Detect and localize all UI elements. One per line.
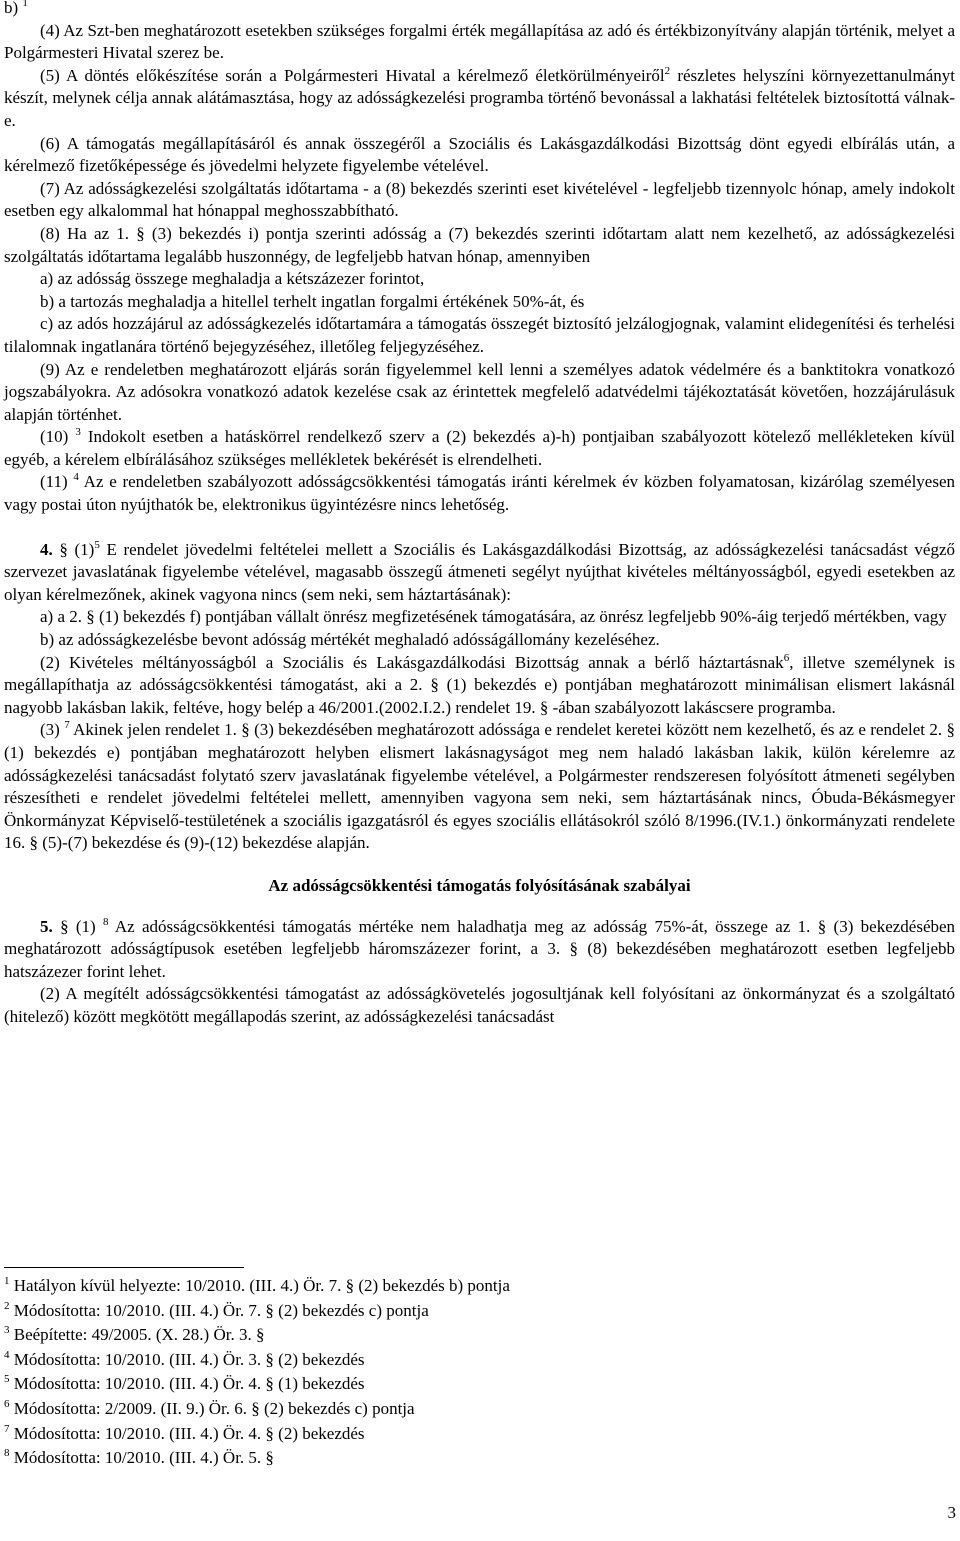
section-5-paragraph-1: 5. § (1) $^8$ Az adósságcsökkentési támogatás mértéke nem haladhatja meg az adósság 75%-át, összege az 1. § (3) bekezdésében meghatározott adósságtípusok esetében legfeljebb háromszázezer forint, a 3. § (8) bekezdésében meghatározott esetben legfeljebb hatszázezer forint lehet. bbox=[4, 915, 956, 981]
footnote-ref: 4 bbox=[73, 471, 79, 484]
footnote-ref: 8 bbox=[103, 915, 109, 928]
paragraph-9: (9) Az e rendeletben meghatározott eljárás során figyelemmel kell lenni a személyes adatok védelmére és a banktitokra vonatkozó jogszabályokra. Az adósokra vonatkozó adatok kezelése csak az érintettek megfelelő adatvédelmi tájékoztatását követően, hozzájárulásuk alapján történhet. bbox=[4, 359, 955, 424]
footnote: $^8$ Módosította: 10/2010. (III. 4.) Ör. 5. § bbox=[4, 1447, 274, 1468]
footnote: $^6$ Módosította: 2/2009. (II. 9.) Ör. 6. § (2) bekezdés c) pontja bbox=[4, 1397, 415, 1418]
paragraph-11: (11) $^4$ Az e rendeletben szabályozott adósságcsökkentési támogatás iránti kérelmek év közben folyamatosan, kizárólag személyesen vagy postai úton nyújthatók be, elektronikus ügyintézésre nincs lehetőség. bbox=[4, 471, 955, 515]
footnote: $^5$ Módosította: 10/2010. (III. 4.) Ör. 4. § (1) bekezdés bbox=[4, 1373, 365, 1394]
footnote-ref: 6 bbox=[783, 651, 790, 664]
footnote: $^2$ Módosította: 10/2010. (III. 4.) Ör. 7. § (2) bekezdés c) pontja bbox=[4, 1299, 429, 1320]
paragraph-8: (8) Ha az 1. § (3) bekezdés i) pontja szerinti adósság a (7) bekezdés szerinti időtartam alatt nem kezelhető, az adósságkezelési szolgáltatás időtartama legalább huszonnégy, de legfeljebb hatvan hónap, amennyiben bbox=[4, 223, 955, 266]
paragraph-6: (6) A támogatás megállapításáról és annak összegéről a Szociális és Lakásgazdálkodási Bizottság dönt egyedi elbírálás után, a kérelmező fizetőképessége és jövedelmi helyzete figyelembe vételével. bbox=[4, 133, 955, 176]
footnote-ref: 3 bbox=[75, 426, 81, 439]
paragraph-5: (5) A döntés előkészítése során a Polgármesteri Hivatal a kérelmező életkörülményeiről$^2$ részletes helyszíni környezettanulmányt készít, melynek célja annak alátámasztása, hogy az adósságkezelési programba történő bevonással a lakhatási feltételek biztosítottá válnak-e. bbox=[4, 64, 955, 130]
paragraph-4: (4) Az Szt-ben meghatározott esetekben szükséges forgalmi érték megállapítása az adó és értékbizonyítvány alapján történik, melyet a Polgármesteri Hivatal szerez be. bbox=[4, 20, 955, 63]
footnotes bbox=[4, 1274, 904, 1471]
section-4-item-a: a) a 2. § (1) bekezdés f) pontjában vállalt önrész megfizetésének támogatására, az önrész legfeljebb 90%-áig terjedő mértékben, vagy bbox=[40, 607, 947, 627]
section-4-paragraph-2: (2) Kivételes méltányosságból a Szociális és Lakásgazdálkodási Bizottság annak a bérlő háztartásnak$^6$, illetve személynek is megállapíthatja az adósságcsökkentési támogatást, aki a 2. § (1) bekezdés e) pontjában meghatározott minimálisan elismert lakásnál nagyobb lakásban lakik, feltéve, hogy belép a 46/2001.(2002.I.2.) rendelet 19. § -ában szabályozott lakáscsere programba. bbox=[4, 651, 956, 717]
list-item-c: c) az adós hozzájárul az adósságkezelés időtartamára a támogatás összegét biztosító jelzálogjognak, valamint elidegenítési és terhelési tilalomnak ingatlanára történő bejegyzéséhez, illetőleg feljegyzéséhez. bbox=[4, 314, 955, 356]
footnote: $^7$ Módosította: 10/2010. (III. 4.) Ör. 4. § (2) bekezdés bbox=[4, 1422, 365, 1443]
section-5-paragraph-2: (2) A megítélt adósságcsökkentési támogatást az adósságkövetelés jogosultjának kell folyósítani az önkormányzat és a szolgáltató (hitelező) között megkötött megállapodás szerint, az adósságkezelési tanácsadást bbox=[4, 984, 955, 1026]
footnote-ref: 7 bbox=[64, 719, 70, 732]
footnote: $^4$ Módosította: 10/2010. (III. 4.) Ör. 3. § (2) bekezdés bbox=[4, 1348, 365, 1369]
page-number: 3 bbox=[947, 1503, 956, 1522]
list-item-b: b) a tartozás meghaladja a hitellel terhelt ingatlan forgalmi értékének 50%-át, és bbox=[40, 291, 585, 311]
paragraph-7: (7) Az adósságkezelési szolgáltatás időtartama - a (8) bekezdés szerinti eset kivételével - legfeljebb tizennyolc hónap, amely indokolt esetben egy alkalommal hat hónappal meghosszabbítható. bbox=[4, 178, 955, 221]
list-item-a: a) az adósság összege meghaladja a kétszázezer forintot, bbox=[40, 269, 425, 289]
footnote: $^3$ Beépítette: 49/2005. (X. 28.) Ör. 3. § bbox=[4, 1324, 265, 1345]
footnote-ref: 2 bbox=[664, 64, 671, 77]
section-4-item-b: b) az adósságkezelésbe bevont adósság mértékét meghaladó adósságállomány kezeléséhez. bbox=[40, 630, 660, 650]
footnote: $^1$ Hatályon kívül helyezte: 10/2010. (III. 4.) Ör. 7. § (2) bekezdés b) pontja bbox=[4, 1275, 510, 1295]
footnote-separator bbox=[4, 1267, 244, 1268]
section-4-paragraph-1: 4. § $(1)^5$ E rendelet jövedelmi feltételei mellett a Szociális és Lakásgazdálkodási Bizottság, az adósságkezelési tanácsadást végző szervezet javaslatának figyelembe vételével, magasabb összegű átmeneti segélyt nyújthat kivételes méltányosságból, egyedi esetekben az olyan kérelmezőnek, akinek vagyona nincs (sem neki, sem háztartásának): bbox=[4, 538, 956, 604]
footnote-ref: 5 bbox=[94, 538, 100, 551]
section-heading: Az adósságcsökkentési támogatás folyósításának szabályai bbox=[268, 875, 691, 895]
paragraph-10: (10) $^3$ Indokolt esetben a hatáskörrel rendelkező szerv a (2) bekezdés a)-h) pontjaiban szabályozott kötelező mellékleteken kívül egyéb, a kérelem elbírálásához szükséges mellékletek bekérését is elrendelheti. bbox=[4, 426, 956, 469]
section-4-paragraph-3: (3) $^7$ Akinek jelen rendelet 1. § (3) bekezdésében meghatározott adóssága e rendelet keretei között nem kezelhető, és az e rendelet 2. § (1) bekezdés e) pontjában meghatározott helyben elismert lakásnagyságot meg nem haladó lakásban lakik, külön kérelemre az adósságkezelési tanácsadást folytató szerv javaslatának figyelembe vételével, a Polgármester rendszeresen folyósított átmeneti segélyben részesítheti e rendelet jövedelmi feltételei mellett, amennyiben vagyona sem neki, sem háztartásának nincs, Óbuda-Békásmegyer Önkormányzat Képviselő-testületének a szociális igazgatásról és egyes szociális ellátásokról szóló 8/1996.(IV.1.) önkormányzati rendelete 16. § (5)-(7) bekezdése és (9)-(12) bekezdése alapján. bbox=[4, 719, 955, 853]
document-body bbox=[4, 0, 955, 1029]
footnote-ref: 1 bbox=[22, 0, 28, 9]
paragraph-b: b) $^1$ bbox=[4, 0, 955, 20]
